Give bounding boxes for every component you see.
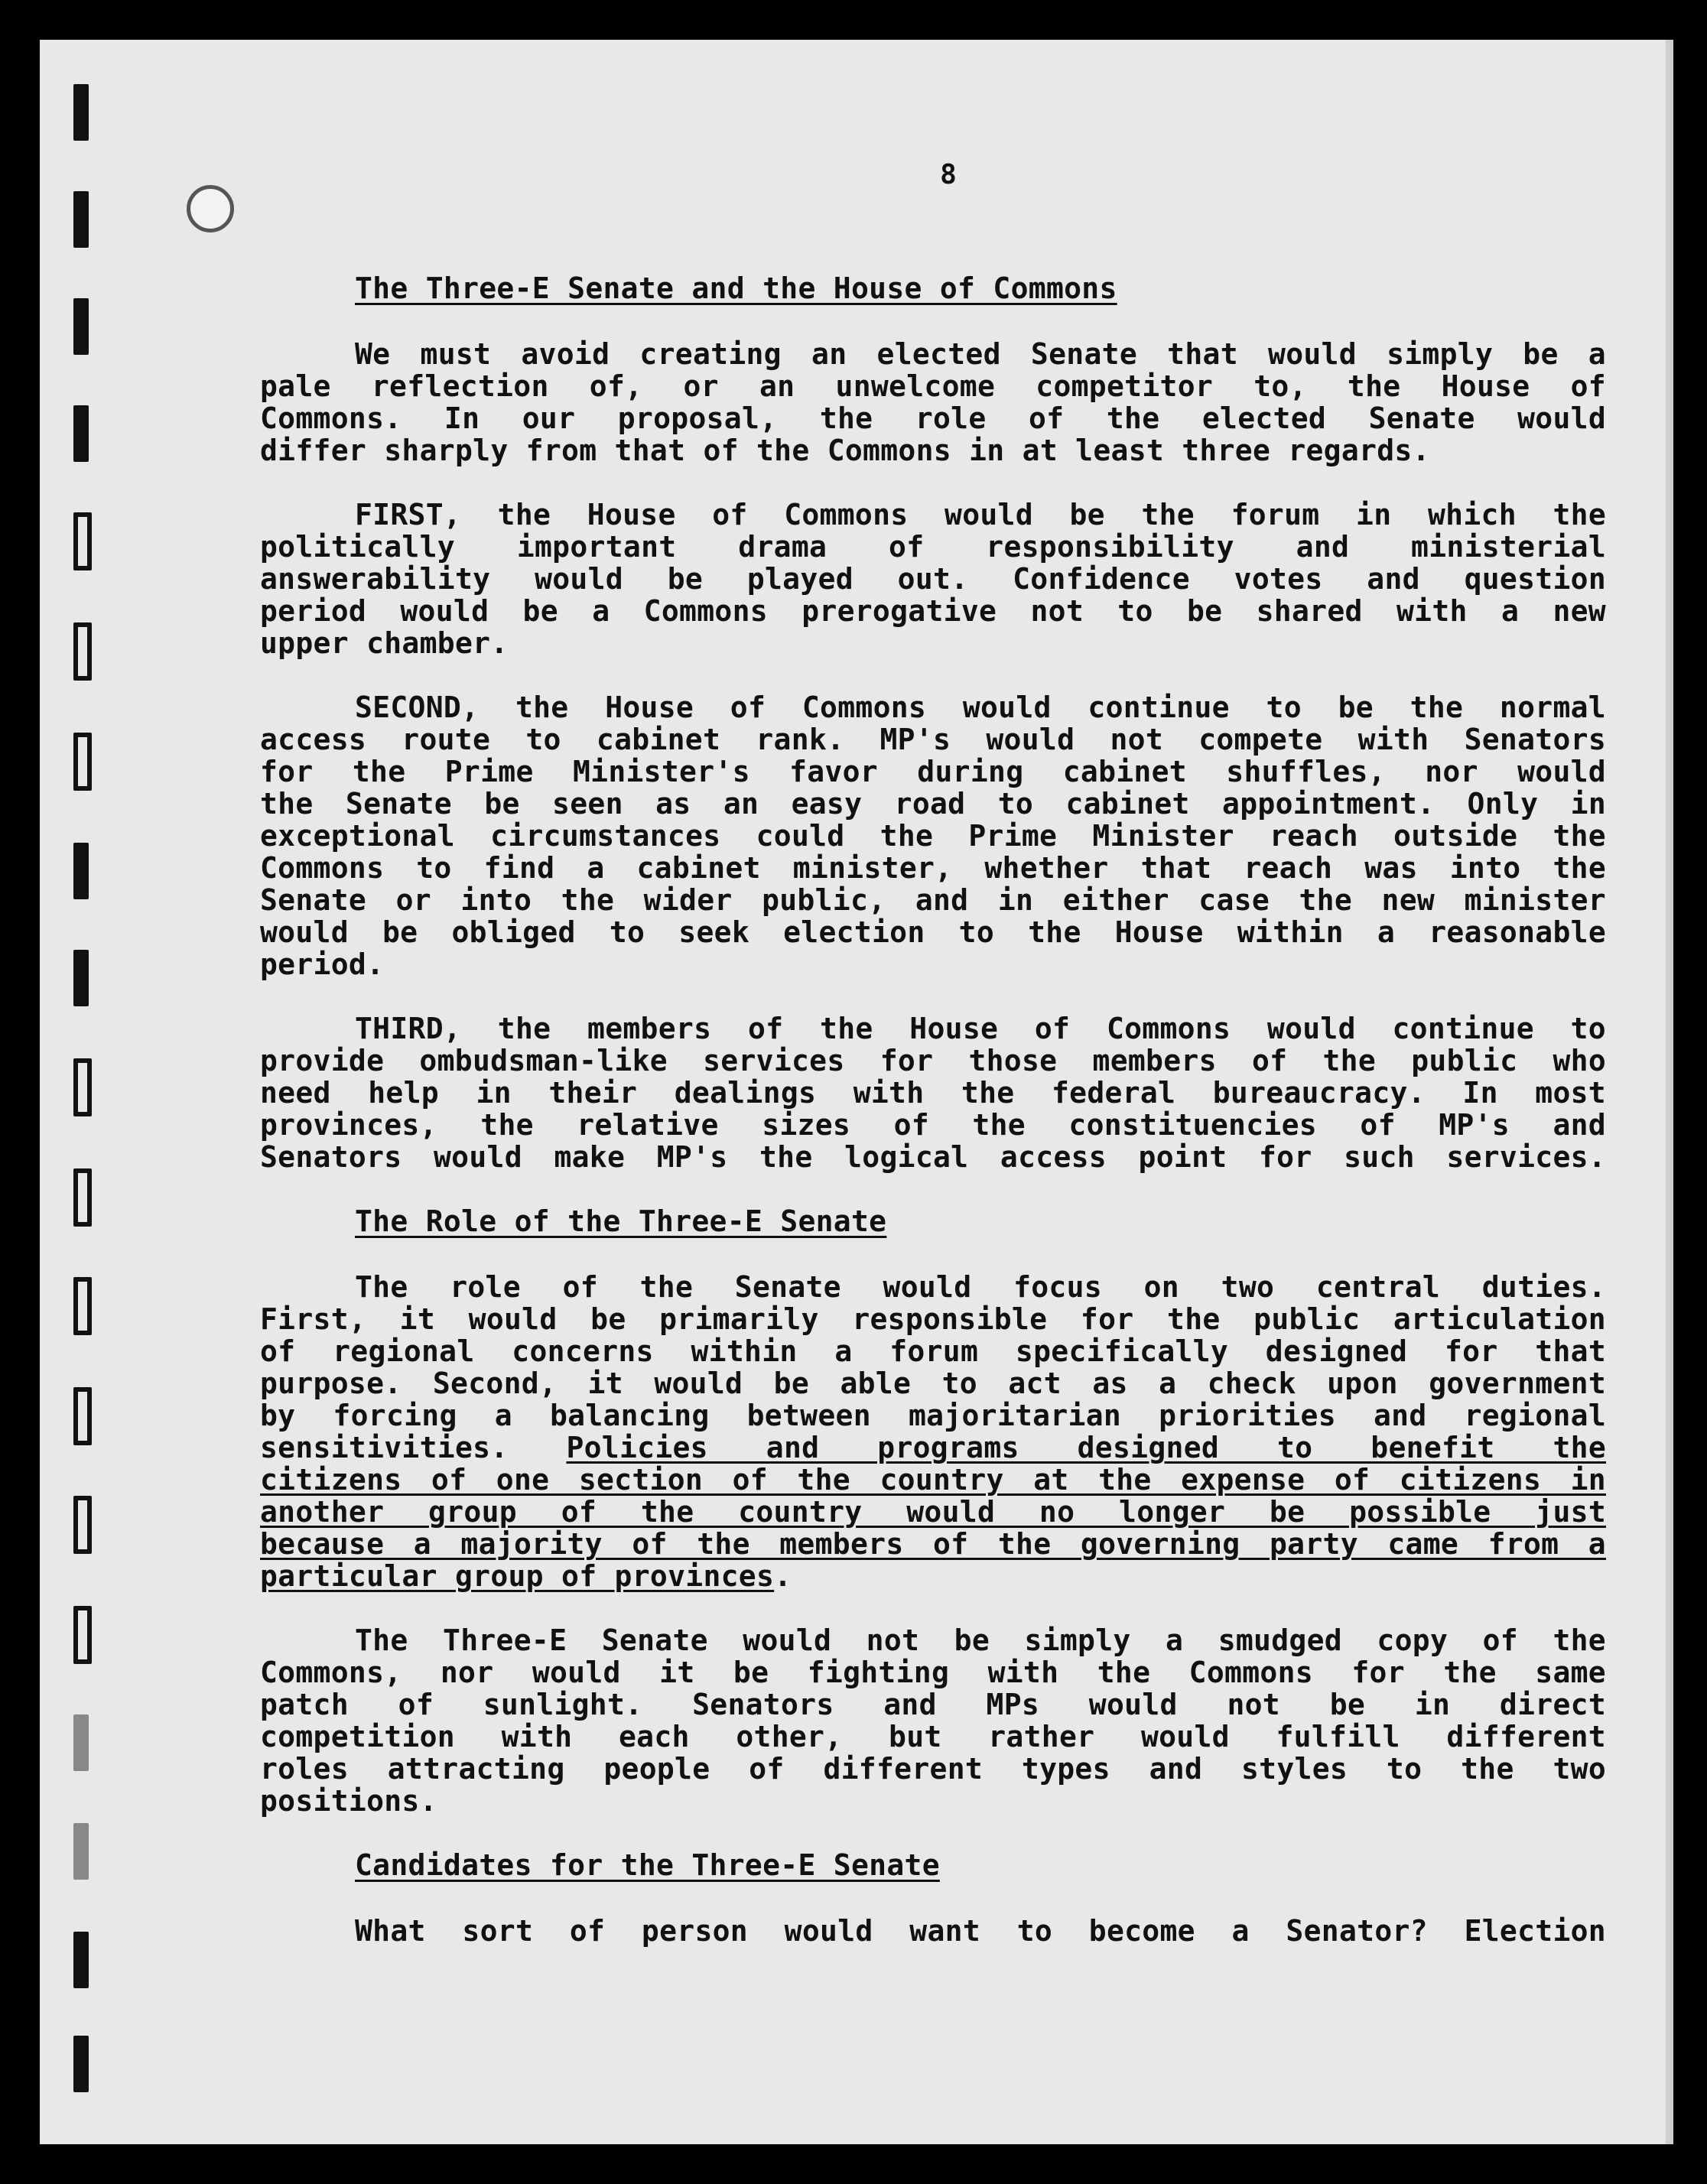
text-line: The Three-E Senate would not be simply a smudged copy of the bbox=[355, 1623, 1606, 1657]
text-line-mixed bbox=[260, 1432, 1606, 1464]
text-line: pale reflection of, or an unwelcome competitor to, the House of bbox=[260, 369, 1606, 403]
text-line: would be obliged to seek election to the House within a reasonable bbox=[260, 915, 1606, 949]
paragraph bbox=[260, 1012, 1606, 1173]
punched-hole-strip bbox=[40, 40, 147, 2144]
text-line: Senate or into the wider public, and in either case the new minister bbox=[260, 883, 1606, 917]
text-line: provinces, the relative sizes of the constituencies of MP's and bbox=[260, 1108, 1606, 1142]
punch-hole bbox=[73, 512, 92, 570]
text-line: politically important drama of responsibility and ministerial bbox=[260, 530, 1606, 564]
punch-hole bbox=[73, 1058, 92, 1116]
punch-hole bbox=[73, 1277, 92, 1335]
paragraph bbox=[260, 1915, 1606, 1947]
punch-hole bbox=[73, 622, 92, 681]
text-line: patch of sunlight. Senators and MPs would not be in direct bbox=[260, 1688, 1606, 1721]
paragraph bbox=[260, 499, 1606, 659]
paragraph bbox=[260, 338, 1606, 466]
text-line: Senators would make MP's the logical access point for such services. bbox=[260, 1140, 1606, 1174]
punch-hole bbox=[73, 1496, 92, 1554]
punch-hole bbox=[73, 84, 89, 141]
text-line: We must avoid creating an elected Senate that would simply be a bbox=[355, 337, 1606, 371]
text-line: Commons, nor would it be fighting with the Commons for the same bbox=[260, 1656, 1606, 1689]
punch-hole bbox=[73, 1932, 89, 1988]
text-line: Commons. In our proposal, the role of the elected Senate would bbox=[260, 401, 1606, 435]
paragraph bbox=[260, 691, 1606, 980]
text-line: The role of the Senate would focus on two central duties. bbox=[355, 1270, 1606, 1304]
text-line: exceptional circumstances could the Prime Minister reach outside the bbox=[260, 819, 1606, 853]
text-line: period. bbox=[260, 947, 385, 981]
underlined-line bbox=[260, 1528, 1606, 1560]
plain-text: . bbox=[774, 1559, 792, 1593]
text-line: purpose. Second, it would be able to act as a check upon government bbox=[260, 1367, 1606, 1400]
punch-hole bbox=[73, 733, 92, 791]
section-heading: The Role of the Three-E Senate bbox=[355, 1204, 887, 1238]
text-line: THIRD, the members of the House of Commons would continue to bbox=[355, 1012, 1606, 1045]
text-line: roles attracting people of different types and styles to the two bbox=[260, 1752, 1606, 1786]
underlined-text: another group of the country would no longer be possible just bbox=[260, 1495, 1606, 1529]
text-line: SECOND, the House of Commons would continue to be the normal bbox=[355, 691, 1606, 724]
page-number: 8 bbox=[940, 159, 957, 190]
underlined-line bbox=[260, 1464, 1606, 1496]
plain-text: sensitivities. bbox=[260, 1431, 567, 1464]
underlined-text: citizens of one section of the country at the expense of citizens in bbox=[260, 1463, 1606, 1497]
text-line: period would be a Commons prerogative not to be shared with a new bbox=[260, 594, 1606, 628]
punch-hole bbox=[73, 1606, 92, 1664]
text-line: positions. bbox=[260, 1784, 437, 1818]
text-line: provide ombudsman-like services for those members of the public who bbox=[260, 1044, 1606, 1077]
text-line: of regional concerns within a forum specifically designed for that bbox=[260, 1334, 1606, 1368]
punch-hole bbox=[73, 843, 89, 899]
text-line: the Senate be seen as an easy road to cabinet appointment. Only in bbox=[260, 787, 1606, 821]
text-line-mixed bbox=[260, 1560, 1606, 1592]
punch-hole bbox=[73, 1168, 92, 1227]
text-line: need help in their dealings with the federal bureaucracy. In most bbox=[260, 1076, 1606, 1110]
section-heading: Candidates for the Three-E Senate bbox=[355, 1848, 940, 1882]
text-line: for the Prime Minister's favor during cabinet shuffles, nor would bbox=[260, 755, 1606, 788]
punch-hole bbox=[73, 1387, 92, 1445]
binder-ring-hole bbox=[187, 185, 234, 232]
paragraph bbox=[260, 1271, 1606, 1592]
text-line: answerability would be played out. Confidence votes and question bbox=[260, 562, 1606, 596]
punch-hole bbox=[73, 1714, 89, 1771]
underlined-text: particular group of provinces bbox=[260, 1559, 775, 1593]
text-line: competition with each other, but rather would fulfill different bbox=[260, 1720, 1606, 1753]
text-line: upper chamber. bbox=[260, 626, 509, 660]
underlined-text: Policies and programs designed to benefit the bbox=[566, 1431, 1606, 1464]
underlined-text: because a majority of the members of the governing party came from a bbox=[260, 1527, 1606, 1561]
text-line: What sort of person would want to become a Senator? Election bbox=[355, 1914, 1606, 1948]
document-body bbox=[260, 272, 1606, 1979]
section-heading: The Three-E Senate and the House of Commons bbox=[355, 271, 1117, 305]
punch-hole bbox=[73, 2036, 89, 2092]
text-line: by forcing a balancing between majoritarian priorities and regional bbox=[260, 1399, 1606, 1432]
punch-hole bbox=[73, 405, 89, 462]
punch-hole bbox=[73, 1823, 89, 1880]
text-line: Commons to find a cabinet minister, whether that reach was into the bbox=[260, 851, 1606, 885]
text-line: First, it would be primarily responsible for the public articulation bbox=[260, 1302, 1606, 1336]
paragraph bbox=[260, 1624, 1606, 1817]
text-line: differ sharply from that of the Commons in at least three regards. bbox=[260, 434, 1430, 467]
underlined-line bbox=[260, 1496, 1606, 1528]
punch-hole bbox=[73, 950, 89, 1006]
text-line: FIRST, the House of Commons would be the forum in which the bbox=[355, 498, 1606, 531]
punch-hole bbox=[73, 298, 89, 355]
text-line: access route to cabinet rank. MP's would not compete with Senators bbox=[260, 723, 1606, 756]
punch-hole bbox=[73, 191, 89, 248]
